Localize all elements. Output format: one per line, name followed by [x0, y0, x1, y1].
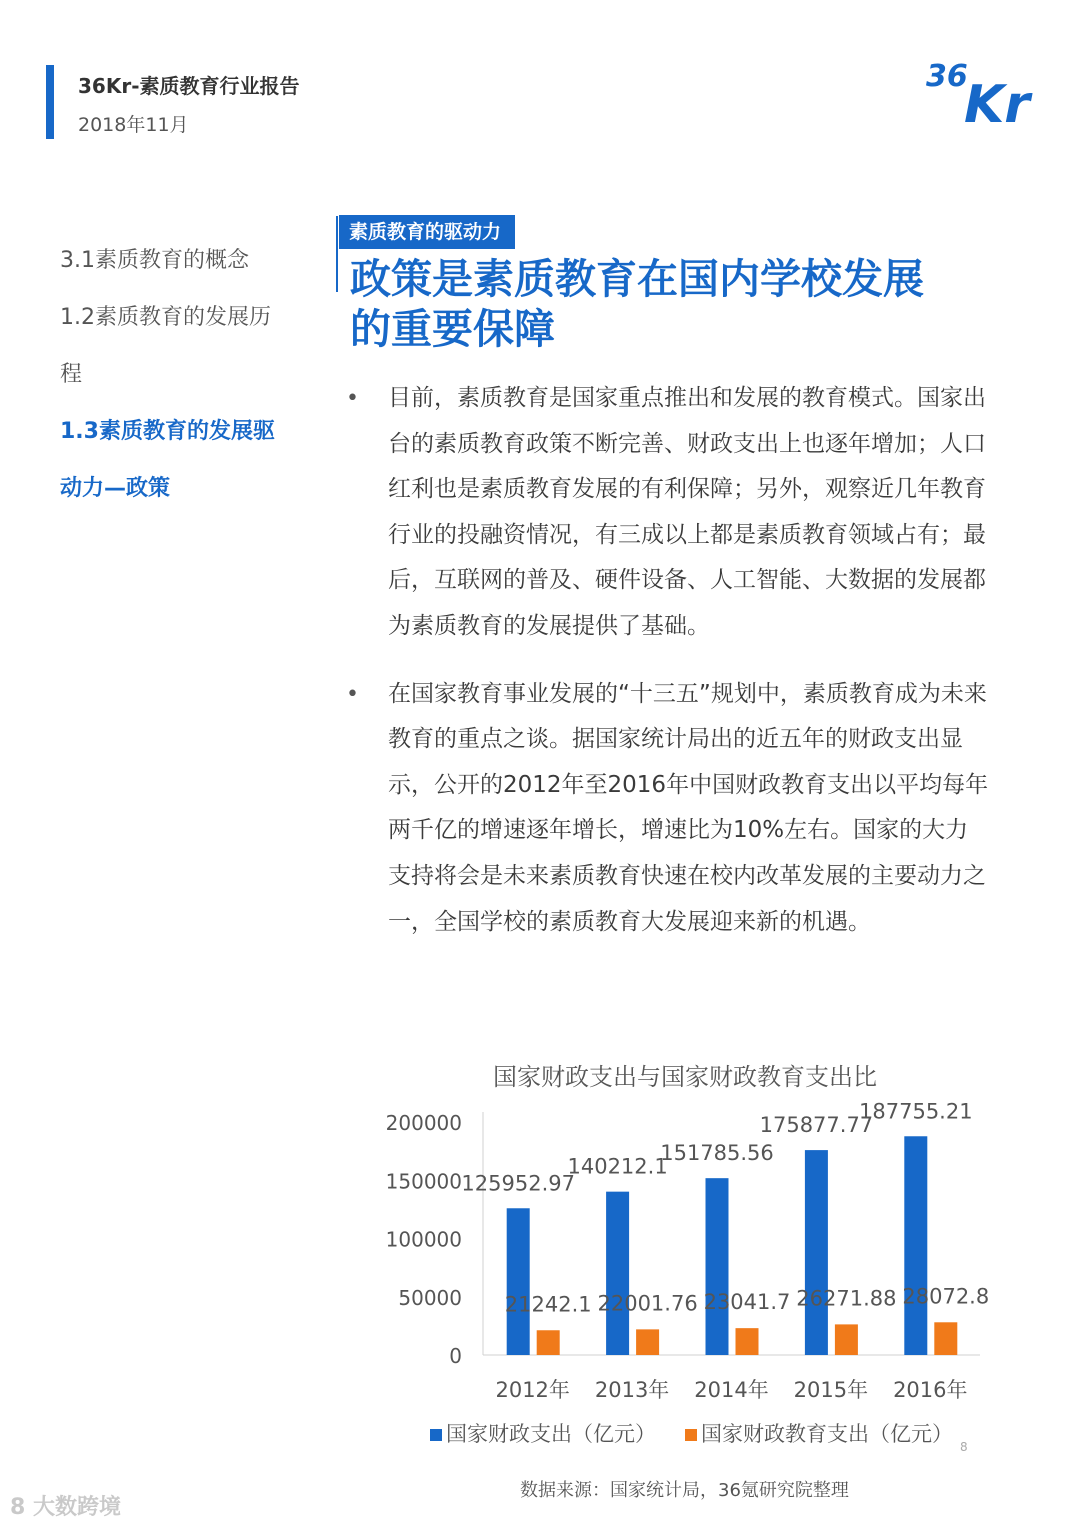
bar-education-expenditure — [636, 1329, 659, 1355]
list-item — [340, 672, 990, 946]
legend-label: 国家财政教育支出（亿元） — [701, 1422, 953, 1446]
bullet-text: 在国家教育事业发展的“十三五”规划中，素质教育成为未来教育的重点之谈。据国家统计局出的近五年的财政支出显示，公开的2012年至2016年中国财政教育支出以平均每年两千亿的增速逐年增长，增速比为10%左右。国家的大力支持将会是未来素质教育快速在校内改革发展的主要动力之一，全国学校的素质教育大发展迎来新的机遇。 — [388, 680, 989, 935]
x-tick-label: 2012年 — [495, 1378, 570, 1402]
page-number: 8 — [960, 1440, 968, 1454]
y-tick-label: 150000 — [385, 1169, 462, 1194]
toc-item-history[interactable]: 1.2素质教育的发展历 — [60, 305, 271, 330]
x-tick-label: 2014年 — [694, 1378, 769, 1402]
table-of-contents — [60, 232, 310, 517]
bar-fiscal-expenditure — [805, 1150, 828, 1355]
36kr-logo — [924, 56, 1044, 126]
y-tick-label: 100000 — [385, 1227, 462, 1252]
chart-title: 国家财政支出与国家财政教育支出比 — [493, 1063, 877, 1091]
bullet-dot-icon: • — [346, 386, 359, 411]
bar-fiscal-expenditure — [606, 1192, 629, 1355]
toc-item-driver-cont[interactable]: 动力—政策 — [60, 476, 171, 501]
data-label: 26271.88 — [796, 1286, 897, 1311]
data-label: 21242.1 — [504, 1292, 592, 1317]
data-label: 125952.97 — [461, 1171, 575, 1196]
bullet-dot-icon: • — [346, 681, 359, 707]
headline-line-2: 的重要保障 — [350, 305, 555, 353]
page-headline — [350, 254, 1010, 354]
legend-swatch-fiscal — [430, 1429, 442, 1441]
watermark: 8 大数跨境 — [10, 1495, 121, 1520]
bar-education-expenditure — [736, 1328, 759, 1355]
legend-swatch-education — [685, 1429, 697, 1441]
data-label: 22001.76 — [597, 1291, 698, 1316]
x-tick-label: 2016年 — [893, 1378, 968, 1402]
data-label: 151785.56 — [660, 1141, 774, 1166]
bar-fiscal-expenditure — [706, 1178, 729, 1355]
bar-fiscal-expenditure — [904, 1136, 927, 1355]
bar-education-expenditure — [835, 1324, 858, 1355]
section-divider — [336, 216, 338, 292]
bar-fiscal-expenditure — [507, 1208, 530, 1355]
svg-text:Kr: Kr — [964, 75, 1030, 126]
y-tick-label: 200000 — [385, 1111, 462, 1135]
x-tick-label: 2015年 — [793, 1378, 869, 1402]
data-source: 数据来源：国家统计局，36氪研究院整理 — [520, 1480, 849, 1501]
section-tag: 素质教育的驱动力 — [339, 215, 515, 249]
bar-education-expenditure — [934, 1322, 957, 1355]
report-date: 2018年11月 — [78, 114, 189, 136]
y-tick-label: 50000 — [398, 1285, 462, 1310]
bullet-text: 目前，素质教育是国家重点推出和发展的教育模式。国家出台的素质教育政策不断完善、财政支出上也逐年增加；人口红利也是素质教育发展的有利保障；另外，观察近几年教育行业的投融资情况，有三成以上都是素质教育领域占有；最后，互联网的普及、硬件设备、人工智能、大数据的发展都为素质教育的发展提供了基础。 — [388, 385, 986, 639]
bar-education-expenditure — [537, 1330, 560, 1355]
report-title: 36Kr-素质教育行业报告 — [78, 74, 300, 98]
legend-label: 国家财政支出（亿元） — [446, 1422, 656, 1446]
toc-item-history-cont[interactable]: 程 — [60, 362, 83, 387]
data-label: 140212.1 — [567, 1154, 668, 1179]
toc-item-concept[interactable]: 3.1素质教育的概念 — [60, 248, 249, 273]
data-label: 28072.8 — [902, 1284, 990, 1309]
data-label: 175877.77 — [759, 1113, 874, 1138]
list-item — [340, 376, 990, 650]
y-tick-label: 0 — [449, 1344, 462, 1368]
header-accent-bar — [46, 65, 54, 139]
bullet-list — [340, 376, 990, 945]
toc-item-driver[interactable]: 1.3素质教育的发展驱 — [60, 419, 275, 444]
x-tick-label: 2013年 — [594, 1378, 670, 1402]
bar-chart — [380, 1055, 1020, 1475]
data-label: 187755.21 — [859, 1099, 973, 1124]
data-label: 23041.7 — [703, 1290, 791, 1315]
headline-line-1: 政策是素质教育在国内学校发展 — [350, 255, 924, 303]
svg-text:36: 36 — [926, 59, 968, 94]
